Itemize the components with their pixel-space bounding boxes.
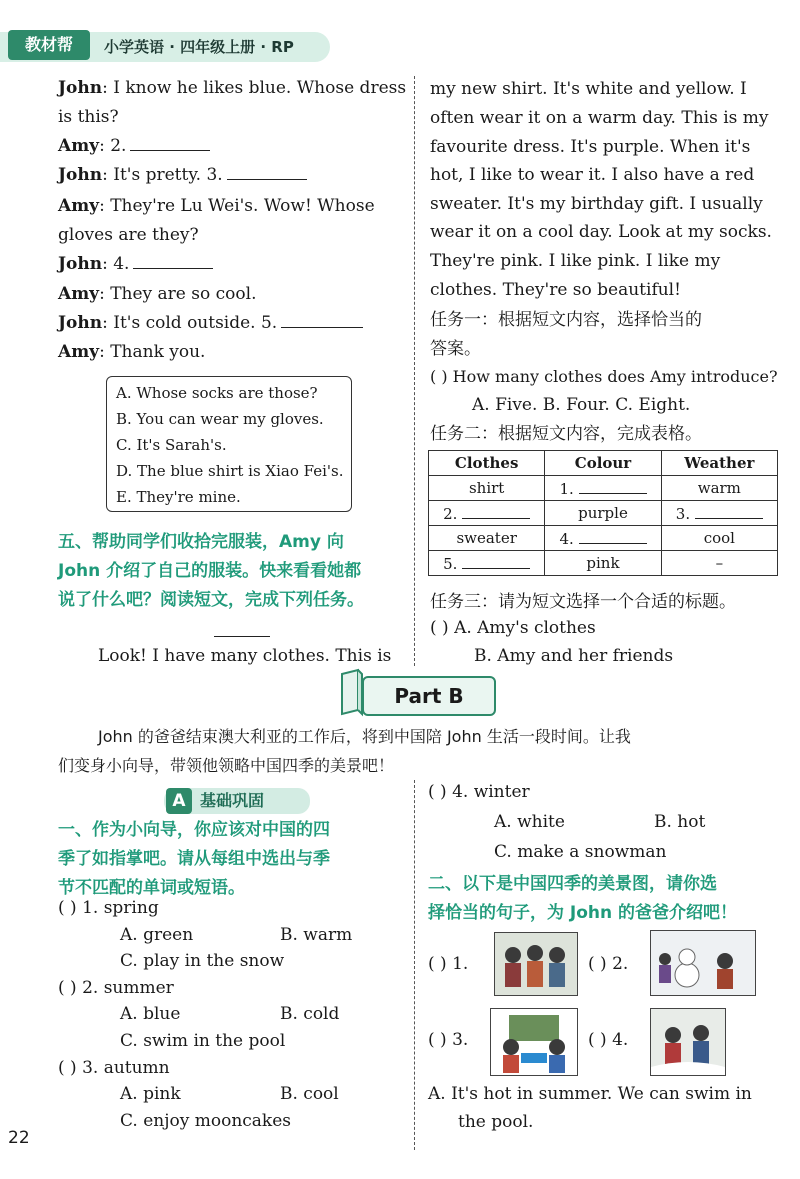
table-cell: sweater (429, 526, 545, 551)
question-4: ( ) 4. winter (428, 782, 530, 802)
dialogue-line-1b: is this? (58, 107, 119, 127)
passage-line: sweater. It's my birthday gift. I usually (430, 194, 763, 214)
q3-option-a: A. pink (120, 1084, 181, 1104)
dialogue-text: : It's cold outside. 5. (102, 313, 278, 333)
task3-option-b: B. Amy and her friends (474, 646, 674, 666)
option-a: A. Whose socks are those? (116, 384, 318, 402)
q4-option-a: A. white (494, 812, 565, 832)
q2-option-b: B. cold (280, 1004, 340, 1024)
dialogue-text: : They are so cool. (99, 284, 257, 304)
dialogue-line-3 (58, 161, 307, 190)
speaker: Amy (58, 196, 100, 216)
table-header-row (429, 451, 778, 476)
dialogue-line-4b: gloves are they? (58, 225, 199, 245)
answer-blank[interactable] (579, 529, 647, 544)
speaker: Amy (58, 342, 100, 362)
table-cell (545, 526, 661, 551)
task1-options: A. Five. B. Four. C. Eight. (472, 395, 691, 415)
passage-line: They're pink. I like pink. I like my (430, 251, 721, 271)
answer-blank[interactable] (579, 479, 647, 494)
section2-heading-2: 择恰当的句子，为 John 的爸爸介绍吧！ (428, 903, 738, 923)
section5-heading-1: 五、帮助同学们收拾完服装，Amy 向 (58, 532, 344, 552)
option-c: C. It's Sarah's. (116, 436, 227, 454)
task3-title: 任务三：请为短文选择一个合适的标题。 (430, 592, 736, 612)
part-b-title: Part B (362, 676, 496, 716)
option-b: B. You can wear my gloves. (116, 410, 324, 428)
table-cell: – (661, 551, 777, 576)
answer-blank[interactable] (130, 132, 210, 151)
speaker: John (58, 165, 103, 185)
snowman-picture (650, 930, 756, 996)
speaker: Amy (58, 284, 100, 304)
clothes-table (428, 450, 778, 576)
dialogue-text: : Thank you. (99, 342, 206, 362)
speaker: John (58, 254, 103, 274)
dialogue-text: : 2. (99, 136, 127, 156)
q2-option-a: A. blue (120, 1004, 181, 1024)
speaker: Amy (58, 136, 100, 156)
section5-heading-3: 说了什么吧？阅读短文，完成下列任务。 (58, 590, 364, 610)
spring-kids-picture (494, 932, 578, 996)
dialogue-line-8 (58, 338, 205, 367)
header-colour: Colour (545, 451, 661, 476)
passage-start: Look! I have many clothes. This is (98, 646, 392, 666)
blank-number: 2. (443, 504, 458, 523)
table-cell: warm (661, 476, 777, 501)
dialogue-line-6 (58, 280, 256, 309)
winter-kids-picture (650, 1008, 726, 1076)
dialogue-text: : It's pretty. 3. (102, 165, 223, 185)
section1-heading-3: 节不匹配的单词或短语。 (58, 878, 245, 898)
speaker: John (58, 78, 103, 98)
dialogue-line-5 (58, 250, 213, 279)
dialogue-text: : I know he likes blue. Whose dress (102, 78, 407, 98)
task1-question: ( ) How many clothes does Amy introduce? (430, 367, 778, 386)
q1-option-a: A. green (120, 925, 194, 945)
passage-line: my new shirt. It's white and yellow. I (430, 79, 747, 99)
passage-line: often wear it on a warm day. This is my (430, 108, 769, 128)
table-cell: purple (545, 501, 661, 526)
option-e: E. They're mine. (116, 488, 241, 506)
passage-line: hot, I like to wear it. I also have a red (430, 165, 755, 185)
q4-option-b: B. hot (654, 812, 706, 832)
column-divider (414, 780, 415, 1150)
task1-title: 任务一：根据短文内容，选择恰当的 (430, 310, 702, 330)
table-cell (429, 501, 545, 526)
passage-line: favourite dress. It's purple. When it's (430, 137, 751, 157)
task3-option-a: ( ) A. Amy's clothes (430, 618, 596, 638)
part-b-intro-1: John 的爸爸结束澳大利亚的工作后，将到中国陪 John 生活一段时间。让我 (98, 727, 631, 746)
dialogue-text: : 4. (102, 254, 130, 274)
table-row (429, 476, 778, 501)
header-weather: Weather (661, 451, 777, 476)
table-cell: cool (661, 526, 777, 551)
page-number: 22 (8, 1128, 30, 1148)
table-cell: shirt (429, 476, 545, 501)
dialogue-line-1 (58, 74, 406, 103)
badge-label: 基础巩固 (200, 791, 265, 810)
dialogue-text: : They're Lu Wei's. Wow! Whose (99, 196, 375, 216)
answer-blank[interactable] (281, 309, 363, 328)
section1-heading-1: 一、作为小向导，你应该对中国的四 (58, 820, 330, 840)
header-title: 小学英语 · 四年级上册 · RP (104, 38, 294, 56)
badge-letter: A (166, 788, 192, 814)
question-2: ( ) 2. summer (58, 978, 174, 998)
speaker: John (58, 313, 103, 333)
part-b-intro-2: 们变身小向导，带领他领略中国四季的美景吧！ (58, 756, 395, 775)
answer-blank[interactable] (462, 504, 530, 519)
summer-kids-picture (490, 1008, 578, 1076)
passage-line: wear it on a cool day. Look at my socks. (430, 222, 772, 242)
section5-heading-2: John 介绍了自己的服装。快来看看她都 (58, 561, 362, 581)
blank-number: 1. (559, 479, 574, 498)
q2-option-c: C. swim in the pool (120, 1031, 286, 1051)
table-cell (545, 476, 661, 501)
table-row (429, 551, 778, 576)
blank-number: 4. (559, 529, 574, 548)
passage-line: clothes. They're so beautiful! (430, 280, 681, 300)
pic-2-label: ( ) 2. (588, 954, 629, 974)
table-cell (429, 551, 545, 576)
q3-option-c: C. enjoy mooncakes (120, 1111, 292, 1131)
q3-option-b: B. cool (280, 1084, 339, 1104)
column-divider (414, 76, 415, 666)
answer-a-cont: the pool. (458, 1112, 534, 1132)
table-cell (661, 501, 777, 526)
dialogue-line-4 (58, 192, 375, 221)
question-3: ( ) 3. autumn (58, 1058, 170, 1078)
brand-logo: 教材帮 (8, 30, 90, 60)
q1-option-c: C. play in the snow (120, 951, 285, 971)
option-d: D. The blue shirt is Xiao Fei's. (116, 462, 344, 480)
pic-3-label: ( ) 3. (428, 1030, 469, 1050)
q1-option-b: B. warm (280, 925, 353, 945)
task1-title-2: 答案。 (430, 339, 481, 359)
answer-a: A. It's hot in summer. We can swim in (428, 1084, 752, 1104)
blank-number: 3. (675, 504, 691, 523)
pic-4-label: ( ) 4. (588, 1030, 629, 1050)
answer-blank[interactable] (695, 504, 763, 519)
pic-1-label: ( ) 1. (428, 954, 469, 974)
question-1: ( ) 1. spring (58, 898, 159, 918)
header-clothes: Clothes (429, 451, 545, 476)
answer-blank[interactable] (227, 161, 307, 180)
table-row (429, 501, 778, 526)
blank-number: 5. (443, 554, 458, 573)
table-cell: pink (545, 551, 661, 576)
title-blank[interactable] (214, 636, 270, 637)
table-row (429, 526, 778, 551)
answer-blank[interactable] (133, 250, 213, 269)
section2-heading-1: 二、以下是中国四季的美景图，请你选 (428, 874, 717, 894)
section1-heading-2: 季了如指掌吧。请从每组中选出与季 (58, 849, 330, 869)
task2-title: 任务二：根据短文内容，完成表格。 (430, 424, 702, 444)
dialogue-line-2 (58, 132, 210, 161)
dialogue-line-7 (58, 309, 363, 338)
q4-option-c: C. make a snowman (494, 842, 667, 862)
answer-blank[interactable] (462, 554, 530, 569)
